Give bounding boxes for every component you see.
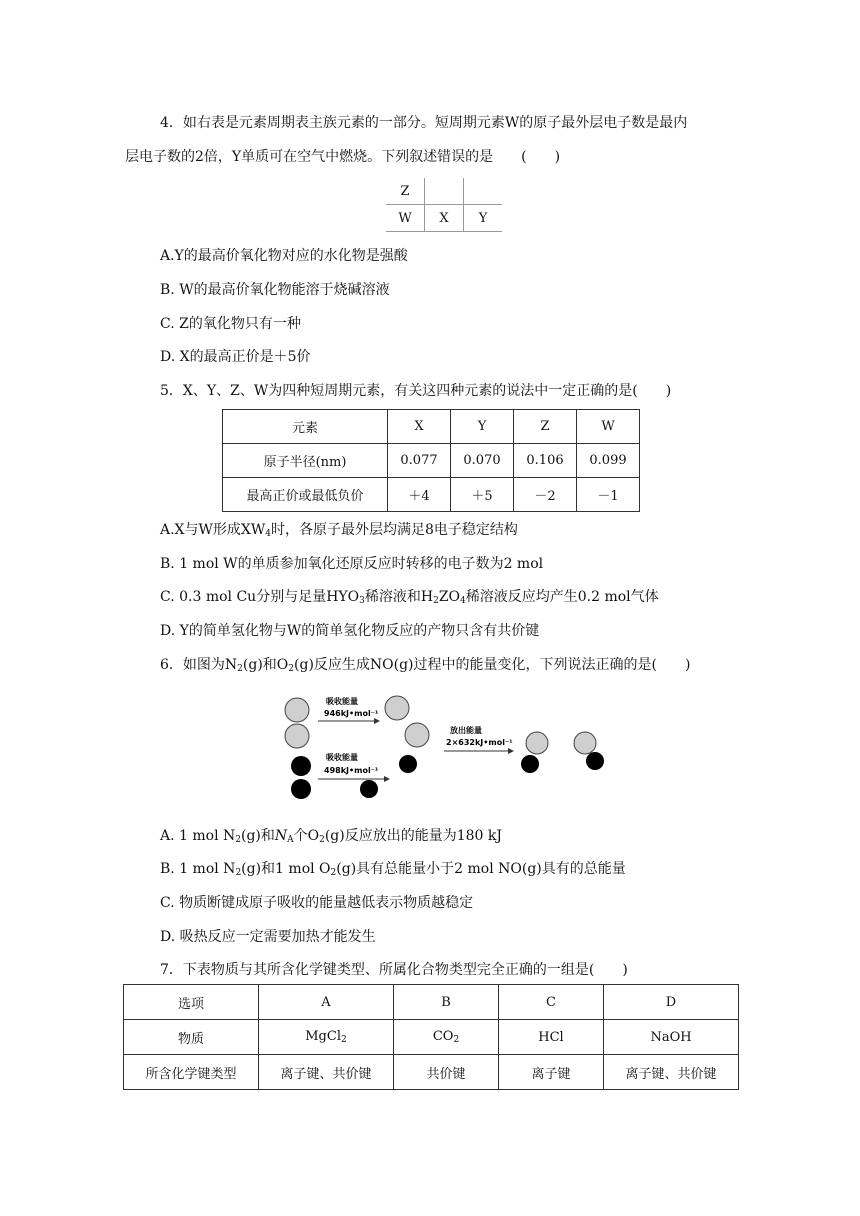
periodic-table-fragment (386, 178, 502, 232)
q4-stem-line2: 层电子数的2倍，Y单质可在空气中燃烧。下列叙述错误的是 ( ) (125, 149, 561, 165)
cell-valence-y: ＋5 (451, 478, 514, 512)
cell-valence-x: ＋4 (388, 478, 451, 512)
q7-stem: 7．下表物质与其所含化学键类型、所属化合物类型完全正确的一组是( ) (160, 962, 628, 978)
q5-option-a: A.X与W形成$XW_4$时，各原子最外层均满足8电子稳定结构 (160, 522, 518, 539)
header-d: D (604, 985, 739, 1020)
q5-stem: 5．X、Y、Z、W为四种短周期元素，有关这四种元素的说法中一定正确的是( ) (160, 383, 672, 399)
n-atom (526, 732, 548, 754)
q6-option-c: C. 物质断键成原子吸收的能量越低表示物质越稳定 (160, 895, 474, 911)
release-label: 放出能量 (450, 726, 482, 735)
q4-option-a: A.Y的最高价氧化物对应的水化物是强酸 (160, 248, 408, 264)
cell-empty (464, 178, 503, 205)
arrowhead-icon (374, 718, 380, 724)
q4-option-d: D. X的最高正价是＋5价 (160, 349, 311, 365)
cell-radius-y: 0.070 (451, 444, 514, 478)
cell-z: Z (386, 178, 425, 205)
cell-bond-b: 共价键 (394, 1055, 499, 1090)
header-b: B (394, 985, 499, 1020)
header-a: A (259, 985, 394, 1020)
compound-table (123, 984, 739, 1090)
o-atom (521, 755, 539, 773)
header-x: X (388, 410, 451, 444)
cell-valence-w: －1 (577, 478, 640, 512)
n-atom (285, 724, 309, 748)
row-label-substance: 物质 (124, 1020, 259, 1055)
row-label-radius: 原子半径(nm) (223, 444, 388, 478)
absorb-label-o2: 吸收能量 (326, 753, 358, 762)
header-option: 选项 (124, 985, 259, 1020)
cell-w: W (386, 205, 425, 232)
header-element: 元素 (223, 410, 388, 444)
q4-option-b: B. W的最高价氧化物能溶于烧碱溶液 (160, 282, 390, 298)
q4-stem-line1: 4．如右表是元素周期表主族元素的一部分。短周期元素W的原子最外层电子数是最内 (160, 115, 688, 131)
n-atom (385, 696, 409, 720)
cell-empty (425, 178, 464, 205)
absorb-label-n2: 吸收能量 (326, 697, 358, 706)
o-atom (291, 779, 311, 799)
header-c: C (499, 985, 604, 1020)
n-atom (574, 732, 596, 754)
cell-radius-x: 0.077 (388, 444, 451, 478)
cell-y: Y (464, 205, 503, 232)
cell-x: X (425, 205, 464, 232)
cell-radius-z: 0.106 (514, 444, 577, 478)
o-atom (360, 780, 378, 798)
absorb-value-n2: 946kJ•mol⁻¹ (324, 709, 379, 718)
q5-option-c: C. 0.3 mol Cu分别与足量$HYO_3$稀溶液和$H_2ZO_4$稀溶液反应均产生0.2 mol气体 (160, 589, 659, 606)
cell-substance-c: HCl (499, 1020, 604, 1055)
q6-option-a: A. 1 mol $N_2(g)$和$N_A$个$O_2(g)$反应放出的能量为180 kJ (160, 828, 502, 845)
header-w: W (577, 410, 640, 444)
release-value: 2×632kJ•mol⁻¹ (446, 738, 513, 747)
cell-substance-b: $CO_2$ (394, 1020, 499, 1055)
n-atom (405, 723, 429, 747)
arrowhead-icon (508, 748, 514, 754)
cell-substance-a: MgCl$_2$ (259, 1020, 394, 1055)
cell-bond-d: 离子键、共价键 (604, 1055, 739, 1090)
row-label-bond-type: 所含化学键类型 (124, 1055, 259, 1090)
o-atom (291, 756, 311, 776)
arrowhead-icon (384, 776, 390, 782)
cell-valence-z: －2 (514, 478, 577, 512)
header-y: Y (451, 410, 514, 444)
row-label-valence: 最高正价或最低负价 (223, 478, 388, 512)
cell-bond-c: 离子键 (499, 1055, 604, 1090)
n-atom (285, 698, 309, 722)
o-atom (586, 752, 604, 770)
q5-option-d: D. Y的简单氢化物与W的简单氢化物反应的产物只含有共价键 (160, 623, 540, 639)
cell-radius-w: 0.099 (577, 444, 640, 478)
absorb-value-o2: 498kJ•mol⁻¹ (324, 766, 379, 775)
cell-bond-a: 离子键、共价键 (259, 1055, 394, 1090)
q6-option-d: D. 吸热反应一定需要加热才能发生 (160, 929, 376, 945)
q5-option-b: B. 1 mol W的单质参加氧化还原反应时转移的电子数为2 mol (160, 556, 544, 572)
energy-diagram (278, 688, 618, 804)
cell-substance-d: NaOH (604, 1020, 739, 1055)
q4-option-c: C. Z的氧化物只有一种 (160, 316, 301, 332)
q6-option-b: B. 1 mol $N_2(g)$和1 mol $O_2(g)$具有总能量小于2 mol NO(g)具有的总能量 (160, 861, 626, 878)
element-table (222, 409, 640, 512)
header-z: Z (514, 410, 577, 444)
o-atom (399, 755, 417, 773)
q6-stem: 6．如图为$N_2(g)$和$O_2(g)$反应生成NO(g)过程中的能量变化，下列说法正确的是( ) (160, 657, 691, 674)
